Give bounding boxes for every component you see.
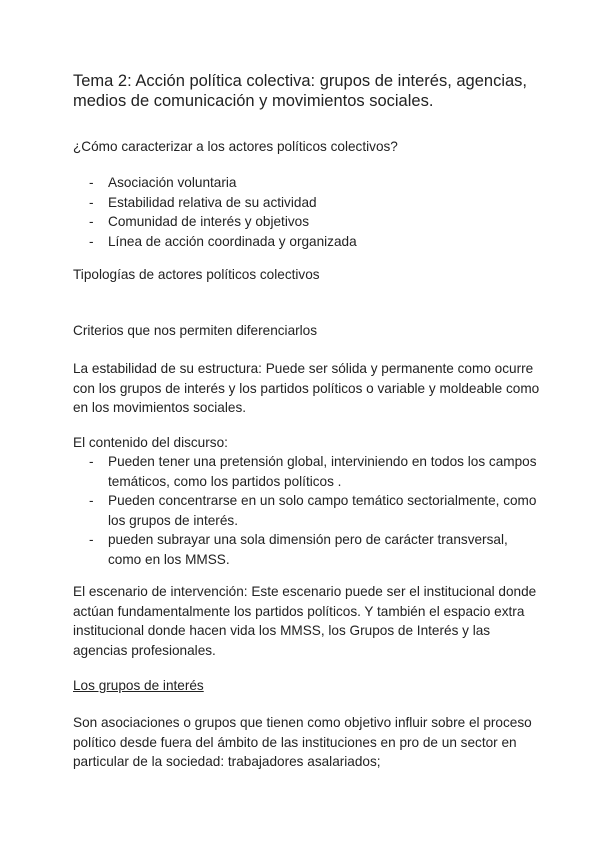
list-item: - Pueden tener una pretensión global, interviniendo en todos los campos temáticos, como los partidos políticos . xyxy=(89,454,537,489)
discourse-list xyxy=(73,452,543,570)
list-item: - Asociación voluntaria xyxy=(73,173,543,193)
list-item: - Línea de acción coordinada y organizada xyxy=(73,232,543,252)
scenario-paragraph: El escenario de intervención: Este escenario puede ser el institucional donde actúan fundamentalmente los partidos políticos. Y también el espacio extra institucional donde hacen vida los MMSS, los Grupos de Interés y las agencias profesionales. xyxy=(73,584,537,658)
question-heading: ¿Cómo caracterizar a los actores políticos colectivos? xyxy=(73,139,398,154)
interest-groups-heading: Los grupos de interés xyxy=(73,678,204,693)
dash-bullet: - xyxy=(89,493,94,509)
dash-bullet: - xyxy=(89,194,94,210)
dash-bullet: - xyxy=(89,532,94,548)
discourse-heading: El contenido del discurso: xyxy=(73,435,228,450)
characteristics-list xyxy=(73,173,543,251)
stability-paragraph: La estabilidad de su estructura: Puede ser sólida y permanente como ocurre con los grupos de interés y los partidos políticos o variable y moldeable como en los movimientos sociales. xyxy=(73,361,540,416)
interest-groups-paragraph: Son asociaciones o grupos que tienen como objetivo influir sobre el proceso político desde fuera del ámbito de las instituciones en pro de un sector en particular de la sociedad: trabajadores asalariados; xyxy=(73,715,532,770)
dash-bullet: - xyxy=(89,214,94,230)
criteria-heading: Criterios que nos permiten diferenciarlos xyxy=(73,323,318,338)
list-item: - Estabilidad relativa de su actividad xyxy=(73,193,543,213)
list-item: - pueden subrayar una sola dimensión pero de carácter transversal, como en los MMSS. xyxy=(89,532,508,567)
dash-bullet: - xyxy=(89,454,94,469)
typologies-heading: Tipologías de actores políticos colectivos xyxy=(73,267,320,282)
dash-bullet: - xyxy=(89,233,94,249)
list-item: - Comunidad de interés y objetivos xyxy=(73,212,543,232)
document-title: Tema 2: Acción política colectiva: grupos de interés, agencias, medios de comunicación y movimientos sociales. xyxy=(73,72,527,110)
dash-bullet: - xyxy=(89,175,94,190)
list-item: - Pueden concentrarse en un solo campo temático sectorialmente, como los grupos de interés. xyxy=(89,493,537,528)
